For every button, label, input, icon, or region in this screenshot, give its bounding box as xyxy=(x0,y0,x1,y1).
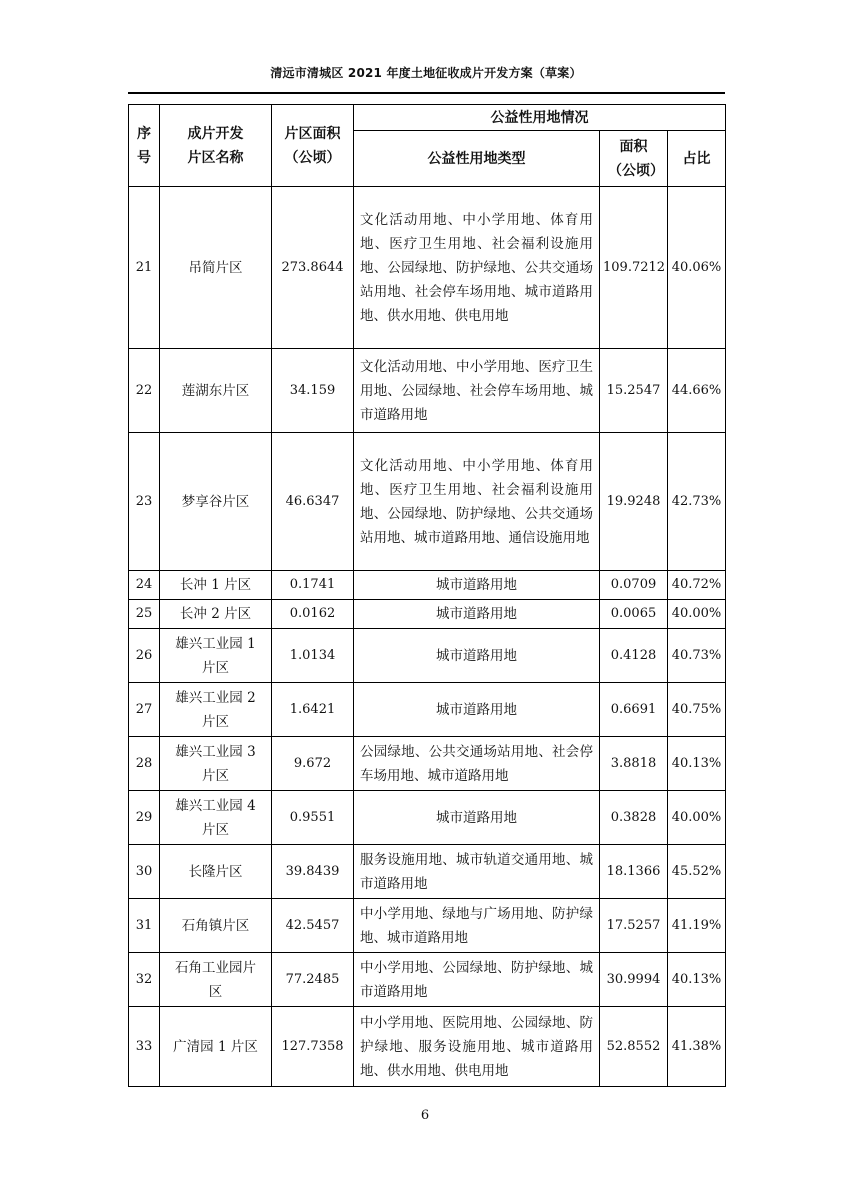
row-seq: 29 xyxy=(129,791,160,845)
row-area: 9.672 xyxy=(272,737,354,791)
row-ratio: 40.06% xyxy=(668,187,726,349)
row-area: 34.159 xyxy=(272,349,354,433)
row-area: 0.0162 xyxy=(272,600,354,629)
row-land-types: 城市道路用地 xyxy=(354,600,600,629)
row-name: 莲湖东片区 xyxy=(160,349,272,433)
row-ratio: 45.52% xyxy=(668,845,726,899)
row-area: 273.8644 xyxy=(272,187,354,349)
row-name: 雄兴工业园 4 片区 xyxy=(160,791,272,845)
row-name: 雄兴工业园 1 片区 xyxy=(160,629,272,683)
row-name: 长冲 1 片区 xyxy=(160,571,272,600)
header-area: 片区面积（公顷） xyxy=(272,105,354,187)
row-public-area: 17.5257 xyxy=(600,899,668,953)
row-ratio: 41.19% xyxy=(668,899,726,953)
row-land-types: 公园绿地、公共交通场站用地、社会停车场用地、城市道路用地 xyxy=(354,737,600,791)
table-row xyxy=(129,845,726,899)
row-public-area: 15.2547 xyxy=(600,349,668,433)
row-name: 石角镇片区 xyxy=(160,899,272,953)
row-seq: 26 xyxy=(129,629,160,683)
table-row xyxy=(129,433,726,571)
row-area: 1.6421 xyxy=(272,683,354,737)
running-header: 清远市清城区 2021 年度土地征收成片开发方案（草案） xyxy=(270,66,582,80)
table-row xyxy=(129,600,726,629)
table-row xyxy=(129,737,726,791)
row-public-area: 0.3828 xyxy=(600,791,668,845)
row-public-area: 109.7212 xyxy=(600,187,668,349)
table-row xyxy=(129,899,726,953)
row-ratio: 40.00% xyxy=(668,600,726,629)
row-name: 石角工业园片区 xyxy=(160,953,272,1007)
row-land-types: 中小学用地、医院用地、公园绿地、防护绿地、服务设施用地、城市道路用地、供水用地、供电用地 xyxy=(354,1007,600,1087)
header-public-land: 公益性用地情况 xyxy=(354,105,726,131)
row-land-types: 城市道路用地 xyxy=(354,791,600,845)
row-ratio: 42.73% xyxy=(668,433,726,571)
row-public-area: 30.9994 xyxy=(600,953,668,1007)
table-row xyxy=(129,629,726,683)
row-seq: 21 xyxy=(129,187,160,349)
row-ratio: 44.66% xyxy=(668,349,726,433)
row-land-types: 城市道路用地 xyxy=(354,571,600,600)
row-name: 广清园 1 片区 xyxy=(160,1007,272,1087)
row-public-area: 0.0709 xyxy=(600,571,668,600)
row-public-area: 0.4128 xyxy=(600,629,668,683)
table-row xyxy=(129,953,726,1007)
row-public-area: 3.8818 xyxy=(600,737,668,791)
header-type: 公益性用地类型 xyxy=(354,131,600,187)
row-seq: 31 xyxy=(129,899,160,953)
row-seq: 33 xyxy=(129,1007,160,1087)
row-name: 长冲 2 片区 xyxy=(160,600,272,629)
row-ratio: 40.00% xyxy=(668,791,726,845)
row-land-types: 文化活动用地、中小学用地、医疗卫生用地、公园绿地、社会停车场用地、城市道路用地 xyxy=(354,349,600,433)
table-row xyxy=(129,187,726,349)
table-row xyxy=(129,571,726,600)
row-public-area: 18.1366 xyxy=(600,845,668,899)
row-area: 46.6347 xyxy=(272,433,354,571)
row-area: 39.8439 xyxy=(272,845,354,899)
row-area: 127.7358 xyxy=(272,1007,354,1087)
row-area: 77.2485 xyxy=(272,953,354,1007)
row-seq: 28 xyxy=(129,737,160,791)
header-name: 成片开发片区名称 xyxy=(160,105,272,187)
row-ratio: 40.72% xyxy=(668,571,726,600)
header-ratio: 占比 xyxy=(668,131,726,187)
row-ratio: 40.13% xyxy=(668,737,726,791)
row-land-types: 服务设施用地、城市轨道交通用地、城市道路用地 xyxy=(354,845,600,899)
row-ratio: 40.75% xyxy=(668,683,726,737)
row-seq: 22 xyxy=(129,349,160,433)
row-seq: 32 xyxy=(129,953,160,1007)
row-land-types: 文化活动用地、中小学用地、体育用地、医疗卫生用地、社会福利设施用地、公园绿地、防护绿地、公共交通场站用地、城市道路用地、通信设施用地 xyxy=(354,433,600,571)
table-row xyxy=(129,791,726,845)
row-ratio: 41.38% xyxy=(668,1007,726,1087)
row-seq: 24 xyxy=(129,571,160,600)
table-row xyxy=(129,1007,726,1087)
table-row xyxy=(129,683,726,737)
row-ratio: 40.13% xyxy=(668,953,726,1007)
row-area: 0.9551 xyxy=(272,791,354,845)
row-seq: 23 xyxy=(129,433,160,571)
header-rule xyxy=(128,92,725,94)
row-seq: 25 xyxy=(129,600,160,629)
row-name: 吊简片区 xyxy=(160,187,272,349)
row-area: 42.5457 xyxy=(272,899,354,953)
row-land-types: 城市道路用地 xyxy=(354,683,600,737)
row-name: 雄兴工业园 2 片区 xyxy=(160,683,272,737)
row-land-types: 中小学用地、公园绿地、防护绿地、城市道路用地 xyxy=(354,953,600,1007)
table-row xyxy=(129,349,726,433)
row-ratio: 40.73% xyxy=(668,629,726,683)
row-name: 梦享谷片区 xyxy=(160,433,272,571)
page-number: 6 xyxy=(420,1108,430,1123)
row-land-types: 城市道路用地 xyxy=(354,629,600,683)
row-name: 雄兴工业园 3 片区 xyxy=(160,737,272,791)
row-public-area: 0.0065 xyxy=(600,600,668,629)
row-public-area: 52.8552 xyxy=(600,1007,668,1087)
row-seq: 27 xyxy=(129,683,160,737)
land-table xyxy=(128,104,726,1087)
row-area: 0.1741 xyxy=(272,571,354,600)
row-land-types: 中小学用地、绿地与广场用地、防护绿地、城市道路用地 xyxy=(354,899,600,953)
header-seq: 序号 xyxy=(129,105,160,187)
row-name: 长隆片区 xyxy=(160,845,272,899)
row-public-area: 19.9248 xyxy=(600,433,668,571)
header-public-area: 面积（公顷） xyxy=(600,131,668,187)
row-seq: 30 xyxy=(129,845,160,899)
row-public-area: 0.6691 xyxy=(600,683,668,737)
row-area: 1.0134 xyxy=(272,629,354,683)
row-land-types: 文化活动用地、中小学用地、体育用地、医疗卫生用地、社会福利设施用地、公园绿地、防护绿地、公共交通场站用地、社会停车场用地、城市道路用地、供水用地、供电用地 xyxy=(354,187,600,349)
